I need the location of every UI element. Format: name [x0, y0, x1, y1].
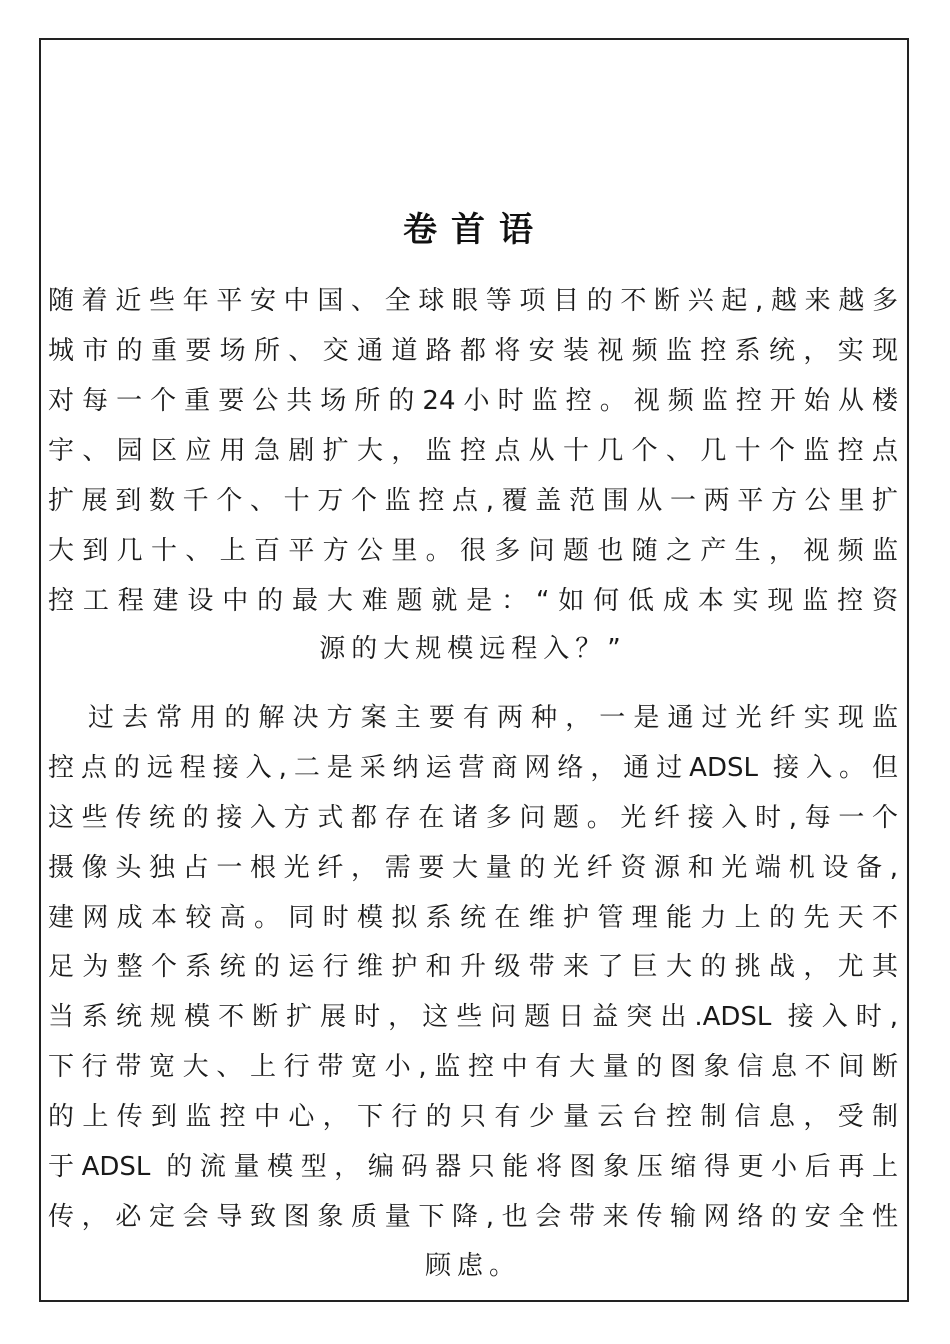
paragraph2-line-12: 顾虑。: [424, 1251, 521, 1281]
paragraph2-line-1: 过去常用的解决方案主要有两种，一是通过光纤实现监: [88, 703, 898, 733]
paragraph1-line-8: 源的大规模远程入？”: [319, 634, 627, 664]
paragraph2-line-2: 控点的远程接入,二是采纳运营商网络，通过ADSL 接入。但: [48, 753, 898, 783]
document-title: 卷首语: [403, 210, 547, 250]
paragraph1-line-3: 对每一个重要公共场所的24小时监控。视频监控开始从楼: [48, 386, 898, 416]
paragraph2-line-4: 摄像头独占一根光纤，需要大量的光纤资源和光端机设备,: [48, 853, 898, 883]
paragraph2-line-5: 建网成本较高。同时模拟系统在维护管理能力上的先天不: [48, 903, 898, 933]
paragraph2-line-3: 这些传统的接入方式都存在诸多问题。光纤接入时,每一个: [48, 803, 898, 833]
paragraph1-line-4: 宇、园区应用急剧扩大，监控点从十几个、几十个监控点: [48, 436, 898, 466]
paragraph2-line-10: 于ADSL 的流量模型，编码器只能将图象压缩得更小后再上: [48, 1152, 898, 1182]
paragraph1-line-6: 大到几十、上百平方公里。很多问题也随之产生，视频监: [48, 536, 898, 566]
paragraph2-line-7: 当系统规模不断扩展时，这些问题日益突出.ADSL 接入时,: [48, 1002, 898, 1032]
paragraph1-line-5: 扩展到数千个、十万个监控点,覆盖范围从一两平方公里扩: [48, 486, 898, 516]
paragraph2-line-8: 下行带宽大、上行带宽小,监控中有大量的图象信息不间断: [48, 1052, 898, 1082]
paragraph1-line-1: 随着近些年平安中国、全球眼等项目的不断兴起,越来越多: [48, 286, 898, 316]
paragraph1-line-7: 控工程建设中的最大难题就是：“如何低成本实现监控资: [48, 586, 898, 616]
paragraph2-line-6: 足为整个系统的运行维护和升级带来了巨大的挑战，尤其: [48, 952, 898, 982]
paragraph1-line-2: 城市的重要场所、交通道路都将安装视频监控系统，实现: [48, 336, 898, 366]
paragraph2-line-9: 的上传到监控中心，下行的只有少量云台控制信息，受制: [48, 1102, 898, 1132]
paragraph2-line-11: 传，必定会导致图象质量下降,也会带来传输网络的安全性: [48, 1202, 898, 1232]
